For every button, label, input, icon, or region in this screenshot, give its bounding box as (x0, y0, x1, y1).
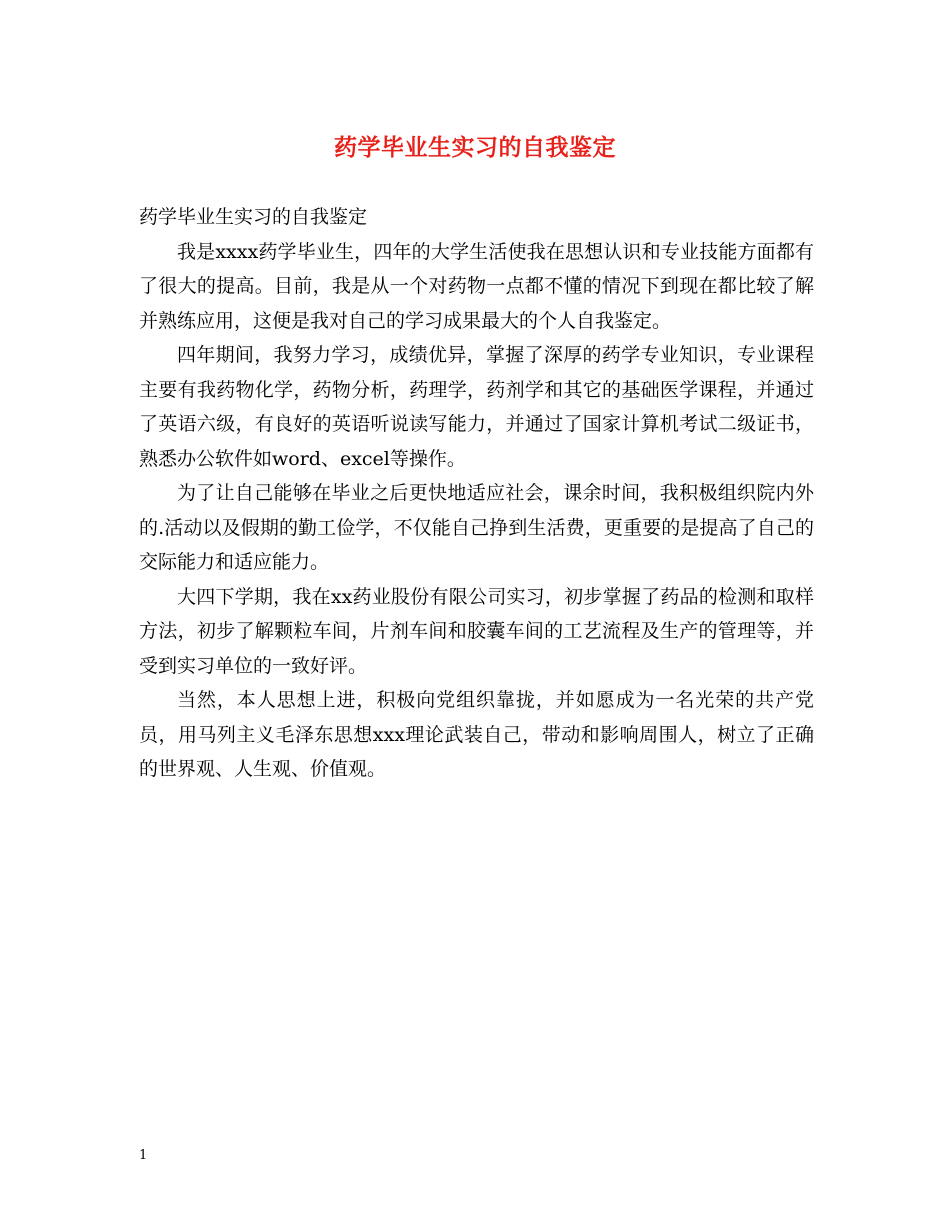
document-subtitle: 药学毕业生实习的自我鉴定 (139, 206, 368, 228)
document-title: 药学毕业生实习的自我鉴定 (334, 134, 616, 161)
paragraph-4: 大四下学期，我在xx药业股份有限公司实习，初步掌握了药品的检测和取样方法，初步了解颗粒车间，片剂车间和胶囊车间的工艺流程及生产的管理等，并受到实习单位的一致好评。 (139, 585, 814, 677)
paragraph-5: 当然，本人思想上进，积极向党组织靠拢，并如愿成为一名光荣的共产党员，用马列主义毛泽东思想xxx理论武装自己，带动和影响周围人，树立了正确的世界观、人生观、价值观。 (139, 689, 814, 780)
paragraph-1: 我是xxxx药学毕业生，四年的大学生活使我在思想认识和专业技能方面都有了很大的提高。目前，我是从一个对药物一点都不懂的情况下到现在都比较了解并熟练应用，这便是我对自己的学习成果最大的个人自我鉴定。 (139, 240, 814, 332)
document-body (139, 200, 814, 787)
page-number: 1 (139, 1148, 148, 1163)
paragraph-3: 为了让自己能够在毕业之后更快地适应社会，课余时间，我积极组织院内外的.活动以及假期的勤工俭学，不仅能自己挣到生活费，更重要的是提高了自己的交际能力和适应能力。 (139, 482, 814, 573)
paragraph-2: 四年期间，我努力学习，成绩优异，掌握了深厚的药学专业知识，专业课程主要有我药物化学，药物分析，药理学，药剂学和其它的基础医学课程，并通过了英语六级，有良好的英语听说读写能力，并通过了国家计算机考试二级证书，熟悉办公软件如word、excel等操作。 (139, 344, 814, 470)
